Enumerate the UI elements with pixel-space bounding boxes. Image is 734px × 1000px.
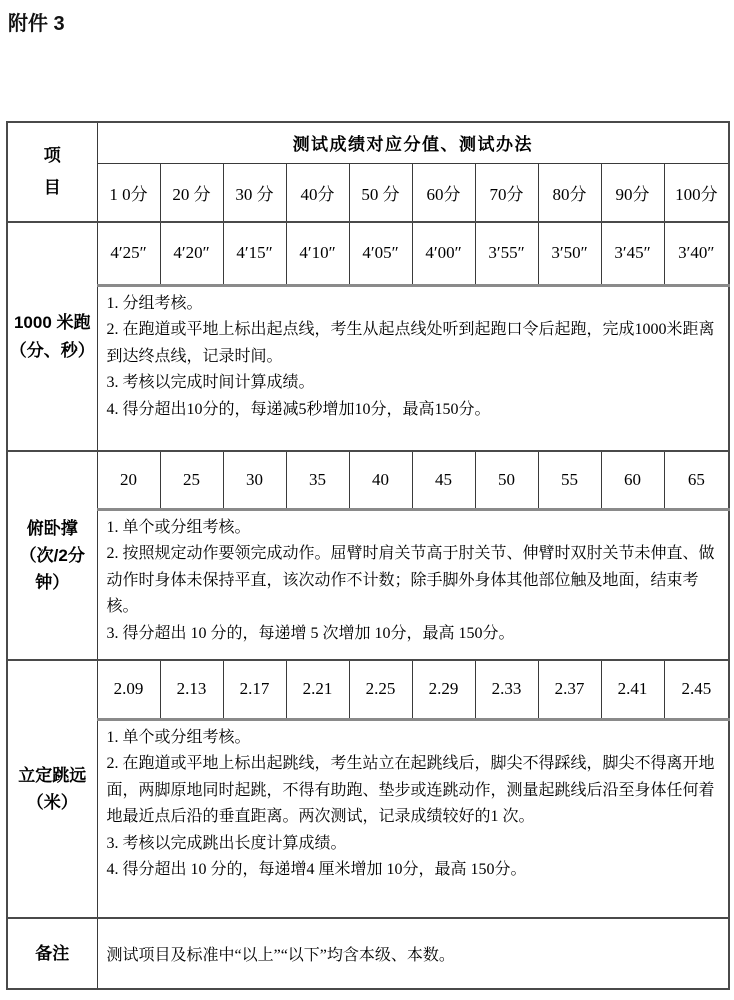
method-line: 2. 按照规定动作要领完成动作。屈臂时肩关节高于肘关节、伸臂时双肘关节未伸直、做动作时身体未保持平直，该次动作不计数；除手脚外身体其他部位触及地面，结束考核。 xyxy=(106,545,715,615)
method-line: 3. 考核以完成时间计算成绩。 xyxy=(106,374,315,391)
time-value-cell: 3′40″ xyxy=(664,222,729,285)
section-label-1000m-run xyxy=(7,222,97,451)
header-row-merged xyxy=(7,122,729,163)
header-row-scores xyxy=(7,163,729,222)
score-header-cell: 20 分 xyxy=(160,163,223,222)
method-line: 1. 单个或分组考核。 xyxy=(106,728,251,746)
method-line: 3. 得分超出 10 分的，每递增 5 次增加 10分，最高 150分。 xyxy=(106,624,515,642)
section-label-line: 钟） xyxy=(35,573,70,593)
jump-value-cell: 2.41 xyxy=(601,660,664,719)
method-line: 2. 在跑道或平地上标出起跳线，考生站立在起跳线后，脚尖不得踩线，脚尖不得离开地面，两脚原地同时起跳，不得有助跑、垫步或连跳动作，测量起跳线后沿至身体任何着地最近点后沿的垂直距离。两次测试，记录成绩较好的1 次。 xyxy=(106,755,715,825)
jump-value-cell: 2.37 xyxy=(538,660,601,719)
time-value-cell: 4′20″ xyxy=(160,222,223,285)
score-header-cell: 30 分 xyxy=(223,163,286,222)
pushup-value-cell: 40 xyxy=(349,451,412,509)
time-value-cell: 4′00″ xyxy=(412,222,475,285)
score-header-cell: 60分 xyxy=(412,163,475,222)
remark-row xyxy=(7,918,729,989)
time-value-cell: 4′25″ xyxy=(97,222,160,285)
time-value-cell: 3′45″ xyxy=(601,222,664,285)
attachment-title: 附件 3 xyxy=(8,13,65,35)
pushup-value-cell: 25 xyxy=(160,451,223,509)
time-value-cell: 3′50″ xyxy=(538,222,601,285)
score-header-cell: 80分 xyxy=(538,163,601,222)
score-header-cell: 1 0分 xyxy=(97,163,160,222)
item-header-line: 目 xyxy=(43,178,61,197)
run-1000m-method-row xyxy=(7,285,729,451)
time-value-cell: 3′55″ xyxy=(475,222,538,285)
section-desc-long-jump xyxy=(97,719,729,918)
pushup-value-cell: 55 xyxy=(538,451,601,509)
run-1000m-values-row xyxy=(7,222,729,285)
section-label-pushups xyxy=(7,451,97,660)
longjump-values-row xyxy=(7,660,729,719)
section-label-line: （次/2分 xyxy=(19,545,85,565)
method-line: 1. 单个或分组考核。 xyxy=(106,518,251,536)
longjump-method-row xyxy=(7,719,729,918)
time-value-cell: 4′15″ xyxy=(223,222,286,285)
jump-value-cell: 2.25 xyxy=(349,660,412,719)
pushup-value-cell: 30 xyxy=(223,451,286,509)
method-line: 4. 得分超出10分的，每递减5秒增加10分，最高150分。 xyxy=(106,400,491,418)
method-line: 3. 考核以完成跳出长度计算成绩。 xyxy=(106,834,347,852)
method-line: 4. 得分超出 10 分的，每递增4 厘米增加 10分，最高 150分。 xyxy=(106,861,527,878)
score-header-cell: 70分 xyxy=(475,163,538,222)
method-line: 2. 在跑道或平地上标出起点线，考生从起点线处听到起跑口令后起跑，完成1000米距离到达终点线，记录时间。 xyxy=(106,321,715,365)
score-header-cell: 50 分 xyxy=(349,163,412,222)
jump-value-cell: 2.33 xyxy=(475,660,538,719)
pushup-value-cell: 35 xyxy=(286,451,349,509)
section-label-line: （分、秒） xyxy=(9,340,95,360)
score-header-cell: 40分 xyxy=(286,163,349,222)
section-label-line: 俯卧撑 xyxy=(26,518,78,538)
section-label-line: 1000 米跑 xyxy=(13,313,91,333)
item-header-line: 项 xyxy=(43,145,61,165)
time-value-cell: 4′05″ xyxy=(349,222,412,285)
section-desc-1000m-run xyxy=(97,285,729,451)
score-header-cell: 90分 xyxy=(601,163,664,222)
pushup-value-cell: 65 xyxy=(664,451,729,509)
section-label-long-jump xyxy=(7,660,97,918)
time-value-cell: 4′10″ xyxy=(286,222,349,285)
jump-value-cell: 2.21 xyxy=(286,660,349,719)
score-table xyxy=(6,121,730,990)
jump-value-cell: 2.13 xyxy=(160,660,223,719)
remark-text-cell: 测试项目及标准中“以上”“以下”均含本级、本数。 xyxy=(97,918,729,989)
jump-value-cell: 2.29 xyxy=(412,660,475,719)
jump-value-cell: 2.09 xyxy=(97,660,160,719)
remark-label-cell: 备注 xyxy=(7,918,97,989)
pushup-value-cell: 45 xyxy=(412,451,475,509)
jump-value-cell: 2.17 xyxy=(223,660,286,719)
section-desc-pushups xyxy=(97,509,729,660)
pushup-method-row xyxy=(7,509,729,660)
pushup-value-cell: 20 xyxy=(97,451,160,509)
method-line: 1. 分组考核。 xyxy=(106,294,203,312)
jump-value-cell: 2.45 xyxy=(664,660,729,719)
section-label-line: 立定跳远 xyxy=(18,765,87,785)
pushup-value-cell: 60 xyxy=(601,451,664,509)
item-header-cell xyxy=(7,122,97,222)
score-header-cell: 100分 xyxy=(664,163,729,222)
pushup-value-cell: 50 xyxy=(475,451,538,509)
pushup-values-row xyxy=(7,451,729,509)
merged-header-cell: 测试成绩对应分值、测试办法 xyxy=(97,122,729,163)
section-label-line: （米） xyxy=(26,793,78,812)
